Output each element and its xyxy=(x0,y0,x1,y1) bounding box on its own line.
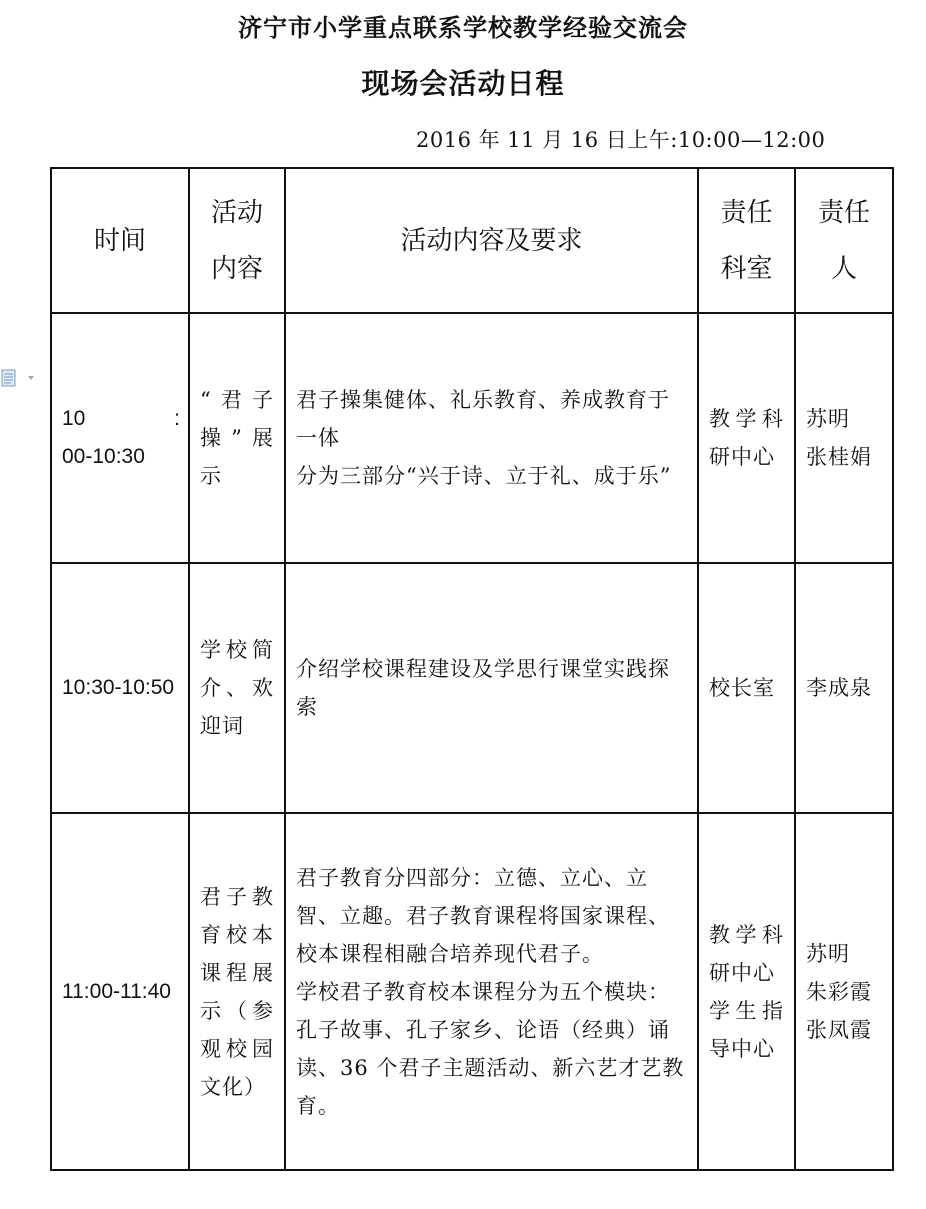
details-paragraph: 君子教育分四部分：立德、立心、立智、立趣。君子教育课程将国家课程、校本课程相融合培养现代君子。 xyxy=(296,865,670,966)
time-cell: 11:00-11:40 xyxy=(51,813,189,1170)
table-row xyxy=(51,813,893,1170)
person-cell xyxy=(795,813,893,1170)
person-cell xyxy=(795,313,893,563)
activity-cell: 君子教育校本课程展示（参观校园文化） xyxy=(189,813,285,1170)
department-cell: 校长室 xyxy=(698,563,795,813)
person-name: 李成泉 xyxy=(806,676,872,700)
header-time: 时间 xyxy=(51,168,189,313)
activity-cell: “君子操”展示 xyxy=(189,313,285,563)
date-time-line: 2016 年 11 月 16 日上午:10:00—12:00 xyxy=(416,128,826,152)
person-name: 朱彩霞 xyxy=(806,979,872,1004)
time-cell: 10:30-10:50 xyxy=(51,563,189,813)
person-name: 张凤霞 xyxy=(806,1017,872,1042)
person-name: 张桂娟 xyxy=(806,445,872,469)
table-row xyxy=(51,313,893,563)
header-activity: 活动内容 xyxy=(189,168,285,313)
time-colon: : xyxy=(174,407,180,430)
table-header-row xyxy=(51,168,893,313)
department-name: 学生指导中心 xyxy=(709,998,784,1061)
document-icon[interactable] xyxy=(0,368,40,388)
department-cell: 教学科研中心 xyxy=(698,313,795,563)
details-paragraph: 君子操集健体、礼乐教育、养成教育于一体 xyxy=(296,388,670,450)
header-department: 责任科室 xyxy=(698,168,795,313)
department-cell xyxy=(698,813,795,1170)
page-title: 济宁市小学重点联系学校教学经验交流会 xyxy=(238,14,688,42)
time-cell xyxy=(51,313,189,563)
details-cell[interactable] xyxy=(285,563,698,813)
department-name: 教学科研中心 xyxy=(709,922,784,985)
person-name: 苏明 xyxy=(806,407,850,431)
time-rest: 00-10:30 xyxy=(62,445,145,468)
activity-cell: 学校简介、欢迎词 xyxy=(189,563,285,813)
header-details: 活动内容及要求 xyxy=(285,168,698,313)
details-paragraph: 分为三部分“兴于诗、立于礼、成于乐” xyxy=(296,464,672,488)
person-name: 苏明 xyxy=(806,941,850,966)
time-hour: 10 xyxy=(62,407,86,430)
details-paragraph: 介绍学校课程建设及学思行课堂实践探索 xyxy=(296,657,670,719)
table-row xyxy=(51,563,893,813)
header-person: 责任人 xyxy=(795,168,893,313)
person-cell xyxy=(795,563,893,813)
details-cell[interactable] xyxy=(285,813,698,1170)
schedule-table xyxy=(50,167,894,1171)
details-cell[interactable] xyxy=(285,313,698,563)
page-subtitle: 现场会活动日程 xyxy=(361,67,565,100)
details-paragraph: 学校君子教育校本课程分为五个模块：孔子故事、孔子家乡、论语（经典）诵读、36 个君子主题活动、新六艺才艺教育。 xyxy=(296,979,685,1118)
